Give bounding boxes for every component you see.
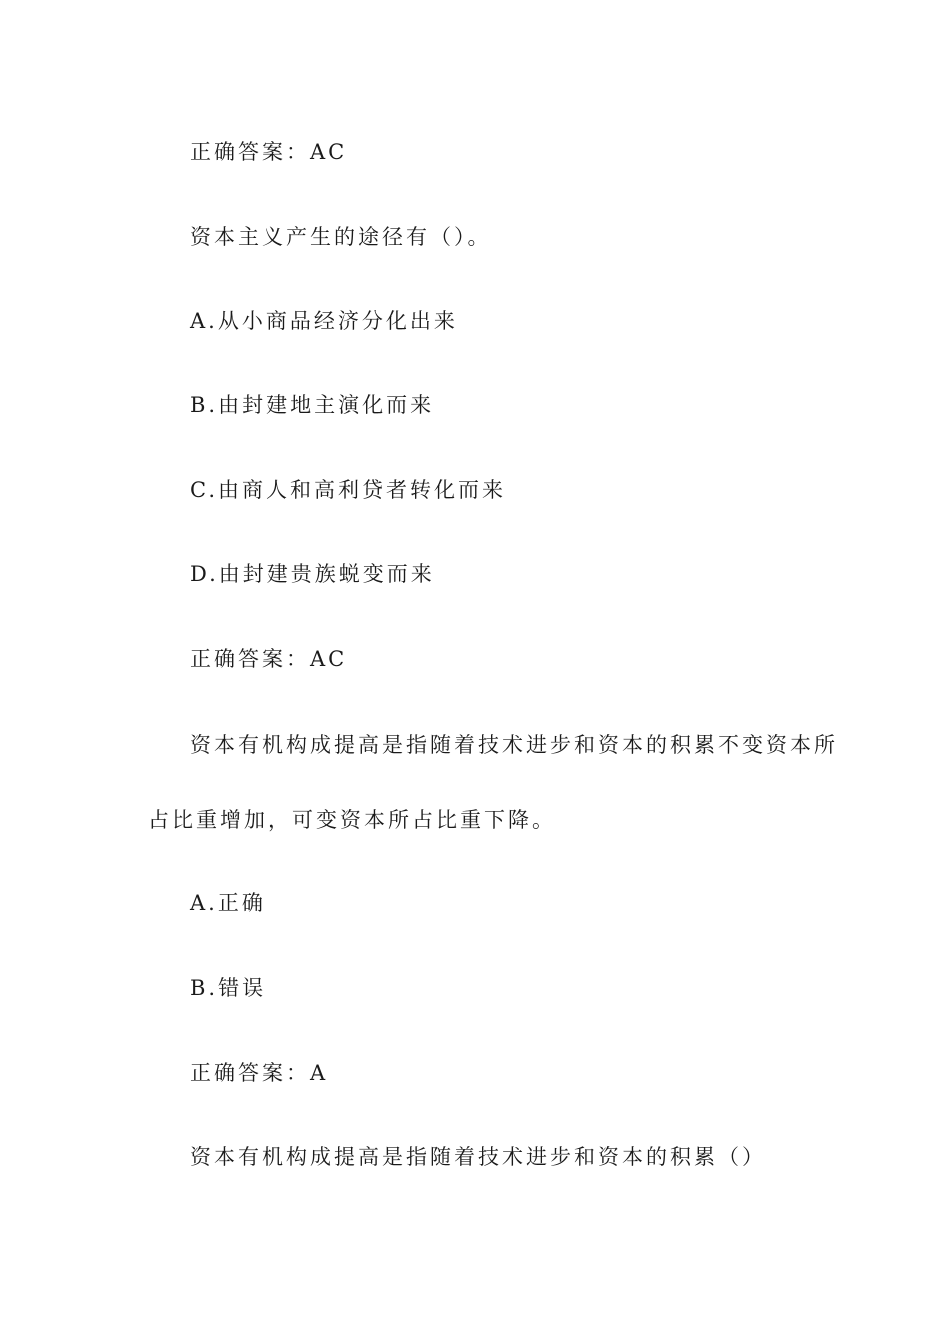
option-b: B.由封建地主演化而来 (190, 393, 435, 417)
option-c: C.由商人和高利贷者转化而来 (190, 478, 506, 502)
option-d: D.由封建贵族蜕变而来 (190, 562, 435, 586)
option-a: A.正确 (190, 891, 266, 915)
question-text: 资本主义产生的途径有（）。 (190, 225, 492, 249)
option-a: A.从小商品经济分化出来 (190, 309, 458, 333)
option-b: B.错误 (190, 976, 267, 1000)
answer-line: 正确答案：AC (190, 140, 348, 164)
answer-line: 正确答案：AC (190, 647, 348, 671)
question-text-continued: 占比重增加，可变资本所占比重下降。 (148, 808, 556, 832)
question-text: 资本有机构成提高是指随着技术进步和资本的积累（） (190, 1145, 766, 1169)
question-text: 资本有机构成提高是指随着技术进步和资本的积累不变资本所 (190, 733, 838, 757)
answer-line: 正确答案：A (190, 1061, 329, 1085)
